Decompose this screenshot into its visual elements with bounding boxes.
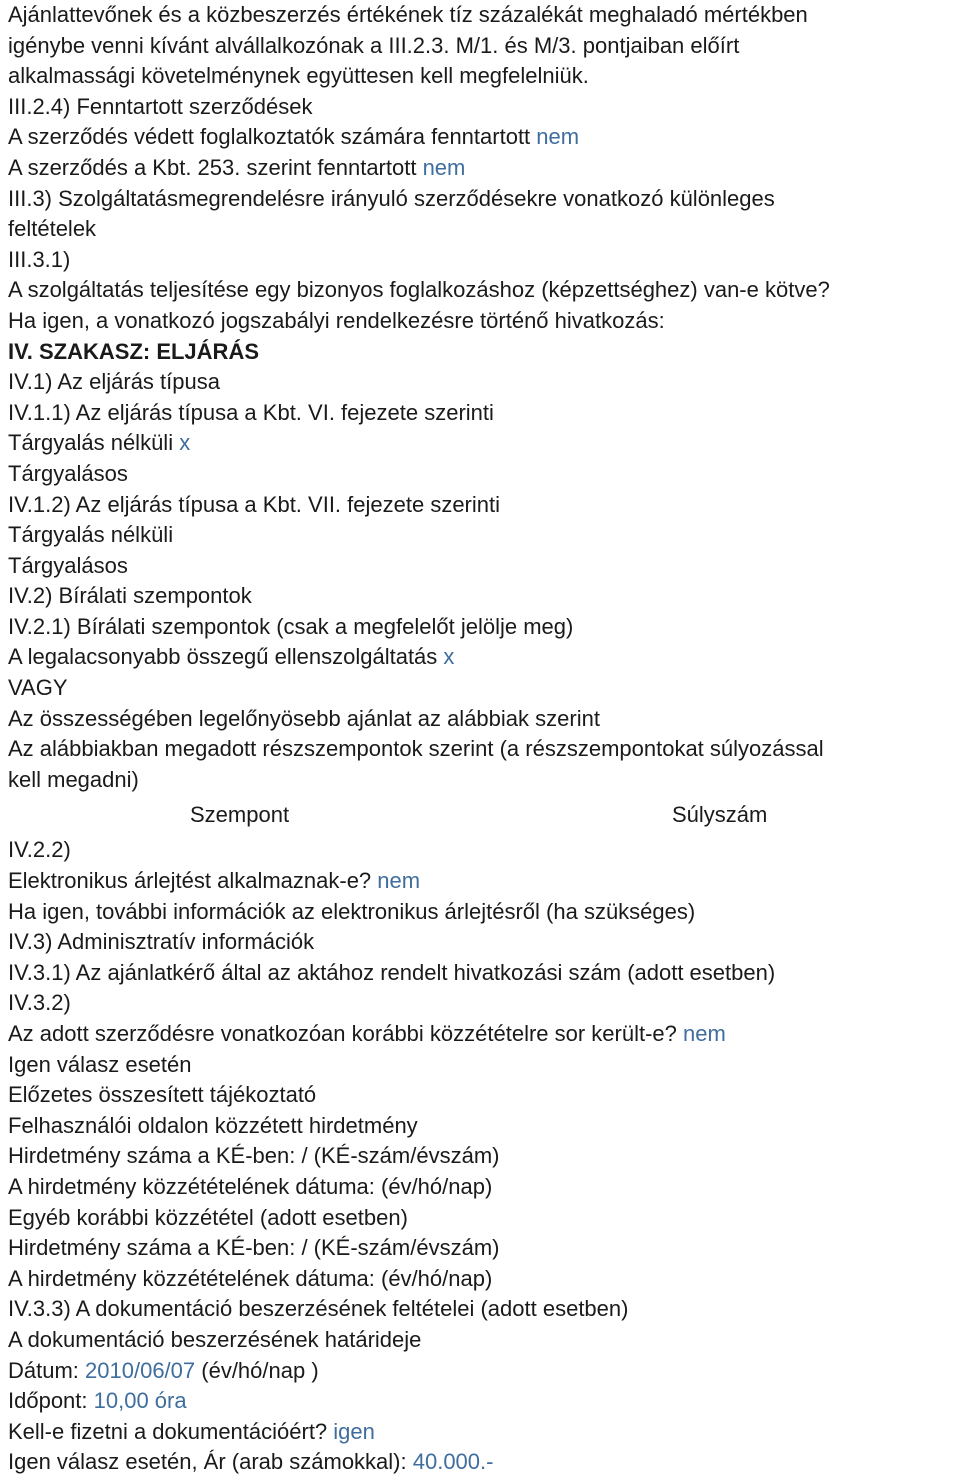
text-line — [8, 835, 960, 866]
line-text: Időpont: — [8, 1388, 94, 1414]
line-text: IV.3.1) Az ajánlatkérő által az aktához rendelt hivatkozási szám (adott esetben) — [8, 959, 776, 985]
text-line — [8, 897, 960, 928]
text-line — [8, 306, 960, 337]
text-line — [8, 1141, 960, 1172]
line-suffix: (év/hó/nap ) — [195, 1357, 319, 1383]
line-text: IV.2.1) Bírálati szempontok (csak a megfelelőt jelölje meg) — [8, 613, 574, 639]
line-text: Tárgyalásos — [8, 460, 128, 486]
text-line — [8, 490, 960, 521]
line-text: Tárgyalás nélküli — [8, 430, 180, 456]
line-text: Hirdetmény száma a KÉ-ben: / (KÉ-szám/évszám) — [8, 1143, 500, 1169]
line-text: III.2.4) Fenntartott szerződések — [8, 93, 313, 119]
line-text: Ha igen, a vonatkozó jogszabályi rendelkezésre történő hivatkozás: — [8, 307, 665, 333]
line-text: IV.3) Adminisztratív információk — [8, 929, 315, 955]
text-line — [8, 1019, 960, 1050]
line-text: kell megadni) — [8, 766, 139, 792]
field-value: igen — [333, 1418, 375, 1444]
text-line — [8, 958, 960, 989]
text-line — [8, 0, 960, 31]
text-line — [8, 398, 960, 429]
line-text: Tárgyalás nélküli — [8, 522, 174, 548]
field-value: 40.000.- — [412, 1449, 494, 1475]
text-line — [8, 367, 960, 398]
text-line — [8, 1203, 960, 1234]
text-line — [8, 1417, 960, 1448]
line-text: Hirdetmény száma a KÉ-ben: / (KÉ-szám/évszám) — [8, 1235, 500, 1261]
line-text: A hirdetmény közzétételének dátuma: (év/hó/nap) — [8, 1173, 493, 1199]
line-text: Az adott szerződésre vonatkozóan korábbi közzétételre sor került-e? — [8, 1021, 684, 1046]
line-text: A szolgáltatás teljesítése egy bizonyos foglalkozáshoz (képzettséghez) van-e kötve? — [8, 277, 830, 303]
text-line — [8, 275, 960, 306]
line-text: feltételek — [8, 216, 97, 242]
text-line — [8, 927, 960, 958]
text-line — [8, 612, 960, 643]
field-value: 10,00 óra — [93, 1388, 187, 1414]
field-value: nem — [536, 124, 580, 150]
text-line — [8, 734, 960, 765]
line-text: Ha igen, további információk az elektronikus árlejtésről (ha szükséges) — [8, 898, 696, 924]
text-line — [8, 122, 960, 153]
text-line — [8, 1172, 960, 1203]
field-value: nem — [377, 868, 421, 894]
text-line — [8, 520, 960, 551]
line-text: IV.1.2) Az eljárás típusa a Kbt. VII. fejezete szerinti — [8, 491, 501, 517]
line-text: Ajánlattevőnek és a közbeszerzés értékének tíz százalékát meghaladó mértékben — [8, 2, 808, 27]
text-line — [8, 153, 960, 184]
line-text: IV.2.2) — [8, 837, 71, 863]
text-line — [8, 1264, 960, 1295]
line-text: Tárgyalásos — [8, 552, 128, 578]
line-text: Dátum: — [8, 1357, 86, 1383]
text-line — [8, 1111, 960, 1142]
line-text: Elektronikus árlejtést alkalmaznak-e? — [8, 868, 378, 894]
text-line — [8, 673, 960, 704]
line-text: A legalacsonyabb összegű ellenszolgáltatás — [8, 644, 444, 670]
text-line — [8, 581, 960, 612]
line-text: Egyéb korábbi közzététel (adott esetben) — [8, 1204, 408, 1230]
text-line — [8, 988, 960, 1019]
text-line — [8, 1080, 960, 1111]
line-text: alkalmassági követelménynek együttesen kell megfelelniük. — [8, 63, 589, 89]
text-line — [8, 184, 960, 215]
line-text: Kell-e fizetni a dokumentációért? — [8, 1418, 334, 1444]
line-text: III.3) Szolgáltatásmegrendelésre irányuló szerződésekre vonatkozó különleges — [8, 185, 775, 211]
weight-column-header: Súlyszám — [672, 802, 768, 828]
line-text: IV.1.1) Az eljárás típusa a Kbt. VI. fejezete szerinti — [8, 399, 494, 425]
text-line — [8, 1386, 960, 1417]
text-line — [8, 1050, 960, 1081]
line-text: IV.3.3) A dokumentáció beszerzésének feltételei (adott esetben) — [8, 1296, 629, 1322]
text-line — [8, 1447, 960, 1478]
text-line — [8, 92, 960, 123]
text-line — [8, 1294, 960, 1325]
line-text: A hirdetmény közzétételének dátuma: (év/hó/nap) — [8, 1265, 493, 1291]
text-line — [8, 1233, 960, 1264]
text-line — [8, 61, 960, 92]
line-text: Az összességében legelőnyösebb ajánlat az alábbiak szerint — [8, 705, 600, 731]
document-section-1 — [8, 0, 960, 795]
line-text: Igen válasz esetén, Ár (arab számokkal): — [8, 1449, 413, 1475]
criteria-table-header — [8, 795, 960, 835]
line-text: IV.3.2) — [8, 990, 71, 1016]
line-text: III.3.1) — [8, 246, 71, 272]
line-text: VAGY — [8, 675, 68, 701]
text-line — [8, 459, 960, 490]
line-text: A szerződés a Kbt. 253. szerint fenntartott — [8, 154, 423, 180]
text-line — [8, 245, 960, 276]
text-line — [8, 765, 960, 796]
line-text: IV.2) Bírálati szempontok — [8, 583, 252, 609]
line-text: IV. SZAKASZ: ELJÁRÁS — [8, 338, 260, 364]
line-text: Az alábbiakban megadott részszempontok szerint (a részszempontokat súlyozással — [8, 736, 824, 762]
field-value: x — [179, 430, 191, 456]
line-text: Igen válasz esetén — [8, 1051, 192, 1077]
text-line — [8, 551, 960, 582]
text-line — [8, 642, 960, 673]
text-line — [8, 704, 960, 735]
line-text: A szerződés védett foglalkoztatók számára fenntartott — [8, 124, 537, 150]
text-line — [8, 31, 960, 62]
criteria-column-header: Szempont — [190, 802, 290, 828]
field-value: nem — [422, 154, 466, 180]
text-line — [8, 1325, 960, 1356]
field-value: nem — [683, 1021, 726, 1046]
text-line — [8, 1356, 960, 1387]
document-section-2 — [8, 835, 960, 1477]
line-text: Előzetes összesített tájékoztató — [8, 1082, 317, 1108]
field-value: 2010/06/07 — [85, 1357, 196, 1383]
text-line — [8, 866, 960, 897]
text-line — [8, 428, 960, 459]
line-text: IV.1) Az eljárás típusa — [8, 369, 220, 395]
line-text: Felhasználói oldalon közzétett hirdetmény — [8, 1112, 418, 1138]
line-text: igénybe venni kívánt alvállalkozónak a III.2.3. M/1. és M/3. pontjaiban előírt — [8, 32, 740, 58]
text-line — [8, 214, 960, 245]
field-value: x — [443, 644, 455, 670]
text-line — [8, 337, 960, 368]
line-text: A dokumentáció beszerzésének határideje — [8, 1326, 422, 1352]
